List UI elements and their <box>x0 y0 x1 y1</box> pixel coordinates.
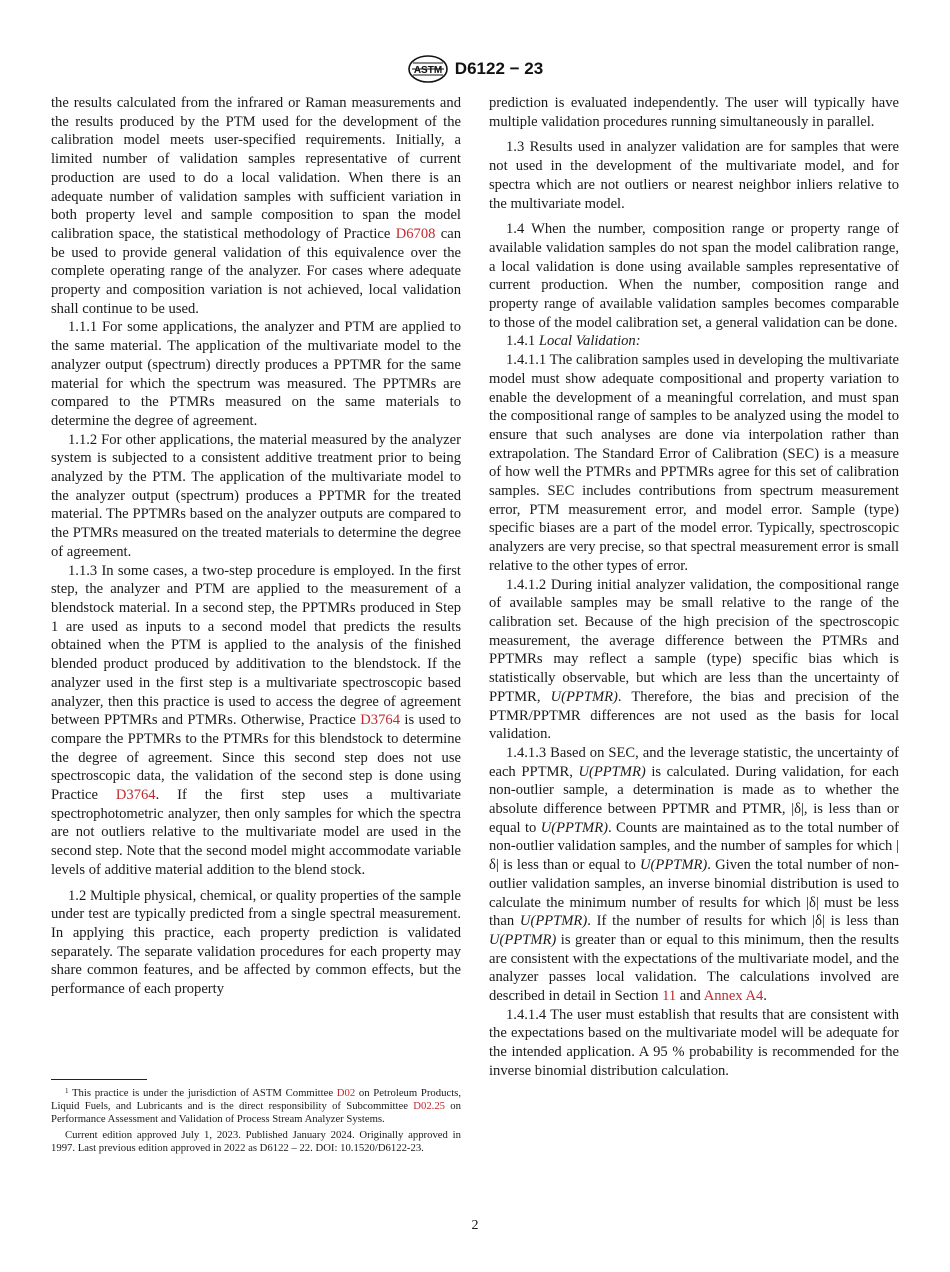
document-designation: D6122 − 23 <box>454 59 544 78</box>
paragraph-1-1-2: 1.1.2 For other applications, the material measured by the analyzer system is subjected to a consistent additive treatment prior to being analyzed by the PTM. The application of the multivariate model to the analyzer output (spectrum) produces a PPTMR for the treated material. The PPTMRs based on the analyzer outputs are compared to the PTMRs measured on the treated materials to determine the degree of agreement. <box>51 431 461 560</box>
ref-link-section-11[interactable]: 11 <box>662 988 677 1005</box>
paragraph-1-2: 1.2 Multiple physical, chemical, or quality properties of the sample under test are typically predicted from a single spectral measurement. In applying this practice, each property prediction is validated separately. The separate validation procedures for each property may share common features, and be affected by common effects, but the performance of each property <box>51 887 461 998</box>
logo-text: ASTM <box>413 65 442 76</box>
ref-link-d3764-second[interactable]: D3764 <box>115 787 156 804</box>
paragraph-1-1-1: 1.1.1 For some applications, the analyzer and PTM are applied to the same material. The application of the multivariate model to the analyzer output (spectrum) directly produces a PPTMR for the same material for which the spectrum was measured. The PPTMRs are compared to the PTMRs measured on the same materials to determine the degree of agreement. <box>51 319 461 429</box>
footnote-divider <box>51 1079 147 1080</box>
paragraph-1-4-1-1: 1.4.1.1 The calibration samples used in developing the multivariate model must show adequate compositional and property variation to enable the development of a meaningful correlation, and must span the compositional range of samples to be analyzed using the model to ensure that such analyses are done via interpolation rather than extrapolation. The Standard Error of Calibration (SEC) is a measure of how well the PTMRs and PPTMRs agree for this set of calibration samples. SEC includes contributions from spectrum measurement error, PTM measurement error, and model error. Sample (type) specific biases are a part of the model error. Typically, spectroscopic analyzers are very precise, so that spectral measurement error is small relative to the other types of error. <box>489 352 899 574</box>
footnotes <box>51 1079 461 1157</box>
paragraph-1-4-1-4: 1.4.1.4 The user must establish that results that are consistent with the expectations based on the multivariate model will be adequate for the intended application. A 95 % probability is recommended for the inverse binomial distribution calculation. <box>489 1006 899 1079</box>
paragraph-1-4-1-3: 1.4.1.3 Based on SEC, and the leverage statistic, the uncertainty of each PPTMR, U(PPTMR) is calculated. During validation, for each non-outlier sample, a determination is made as to whether the absolute difference between PPTMR and PTMR, |δ|, is less than or equal to U(PPTMR). Counts are maintained as to the total number of non-outlier validation samples, and the number of samples for which |δ| is less than or equal to U(PPTMR). Given the total number of non-outlier validation samples, an inverse binomial distribution is used to calculate the minimum number of results for which |δ| must be less than U(PPTMR). If the number of results for which |δ| is less than U(PPTMR) is greater than or equal to this minimum, then the results are consistent with the expectations of the multivariate model, and the analyzer passes local validation. The calculations involved are described in detail in Section 11 and Annex A4. <box>489 744 899 1005</box>
paragraph-1-4-1: 1.4.1 Local Validation: <box>506 333 641 350</box>
ref-link-d6708[interactable]: D6708 <box>395 225 436 242</box>
right-column <box>489 94 899 1081</box>
paragraph-1-3: 1.3 Results used in analyzer validation are for samples that were not used in the development of the multivariate model, and for spectra which are not outliers or nearest neighbor inliers relative to the multivariate model. <box>489 139 899 212</box>
paragraph-1-2-cont: prediction is evaluated independently. The user will typically have multiple validation procedures running simultaneously in parallel. <box>489 95 899 130</box>
paragraph-1-4: 1.4 When the number, composition range or property range of available validation samples do not span the model calibration range, a local validation is done using available samples representative of current production. When the number, composition range and property range of available validation samples becomes comparable to those of the model calibration set, a general validation can be done. <box>489 221 899 331</box>
paragraph-1-1-cont: the results calculated from the infrared or Raman measurements and the results produced by the PTM used for the development of the calibration model meets user-specified requirements. Initially, a limited number of validation samples representative of current production are used to do a local validation. When there is an adequate number of validation samples with sufficient variation in both property level and sample composition to span the model calibration space, the statistical methodology of Practice D6708 can be used to provide general validation of this equivalence over the complete operating range of the analyzer. For cases where adequate property and composition variation is not achieved, local validation shall continue to be used. <box>51 95 461 317</box>
page-header <box>0 52 950 86</box>
ref-link-d02[interactable]: D02 <box>336 1087 356 1099</box>
footnote-edition: Current edition approved July 1, 2023. Published January 2024. Originally approved in 1997. Last previous edition approved in 2022 as D6122 – 22. DOI: 10.1520/D6122-23. <box>51 1128 461 1154</box>
left-column <box>51 94 461 999</box>
section-title-local-validation: Local Validation: <box>538 333 641 350</box>
ref-link-annex-a4[interactable]: Annex A4 <box>703 988 764 1005</box>
astm-logo-icon <box>407 54 449 84</box>
ref-link-d3764[interactable]: D3764 <box>360 712 400 729</box>
paragraph-1-4-1-2: 1.4.1.2 During initial analyzer validation, the compositional range of available samples may be small relative to the range of the calibration set. Because of the high precision of the spectroscopic measurement, the average difference between the PTMRs and PPTMRs may reflect a sample (type) specific bias which is statistically observable, but which are less than the uncertainty of PPTMR, U(PPTMR). Therefore, the bias and precision of the PTMR/PPTMR differences are not used as the basis for local validation. <box>489 576 900 743</box>
ref-link-d02-25[interactable]: D02.25 <box>413 1100 446 1113</box>
footnote-1: $^1$ This practice is under the jurisdiction of ASTM Committee D02 on Petroleum Products, Liquid Fuels, and Lubricants and is the direct responsibility of Subcommittee D02.25 on Performance Assessment and Validation of Process Stream Analyzer Systems. <box>51 1087 461 1126</box>
page-number: 2 <box>471 1218 479 1233</box>
paragraph-1-1-3: 1.1.3 In some cases, a two-step procedure is employed. In the first step, the analyzer and PTM are applied to the measurement of a blendstock material. In a second step, the PPTMRs produced in Step 1 are used as inputs to a second model that predicts the results obtained when the PTM is applied to the analysis of the finished blended product produced by additivation to the blendstock. If the analyzer used in the first step is a multivariate spectroscopic based analyzer, then this practice is used to access the degree of agreement between PPTMRs and PTMRs. Otherwise, Practice D3764 is used to compare the PPTMRs to the PTMRs for this blendstock to determine the degree of agreement. Since this second step does not use spectroscopic data, the validation of the second step is done using Practice D3764. If the first step uses a multivariate spectrophotometric analyzer, then only samples for which the spectra are not outliers relative to the multivariate model are used in the second step. Note that the second model might accommodate variable levels of additive material addition to the blend stock. <box>51 562 462 878</box>
